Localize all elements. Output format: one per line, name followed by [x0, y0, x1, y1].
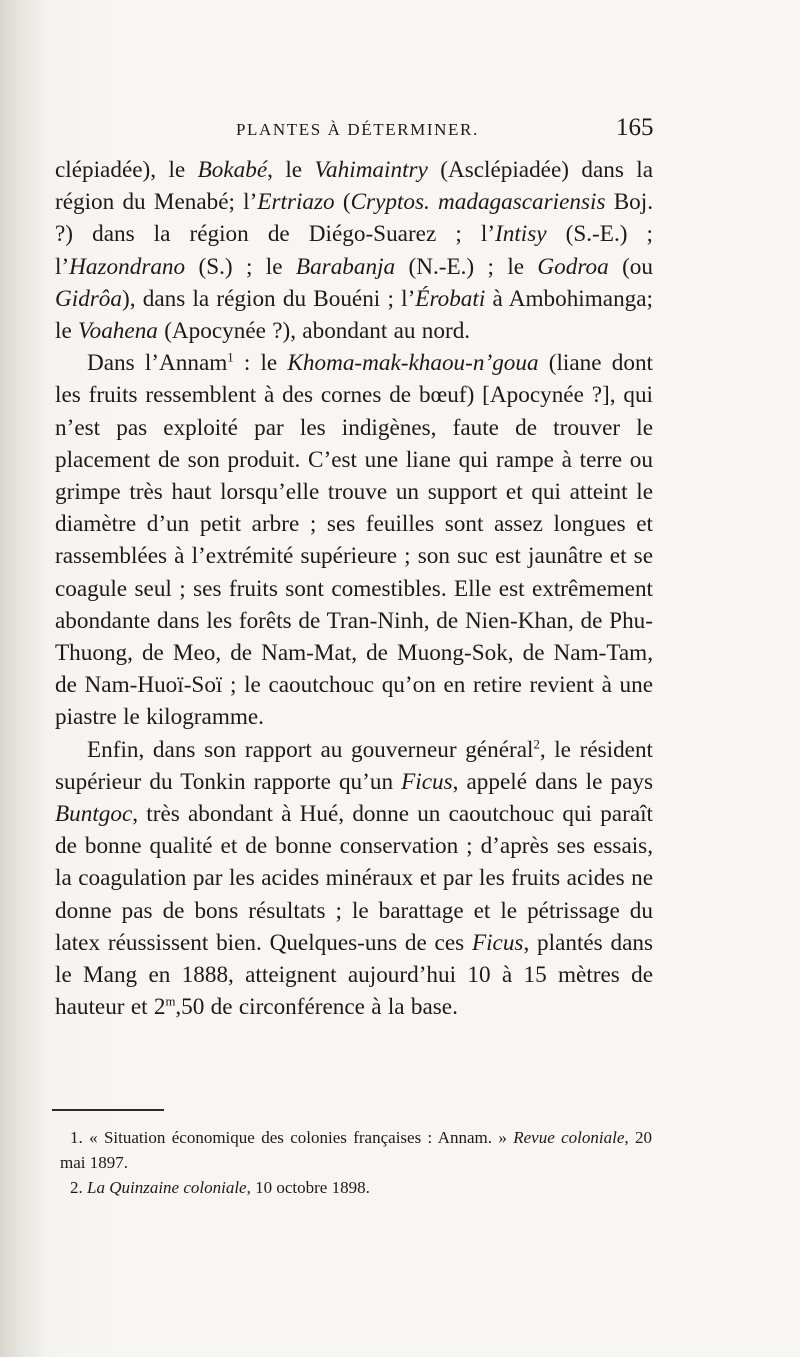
text-run: (liane dont les fruits ressemblent à des cornes de bœuf) [Apocynée ?], qui n’est pas exploité par les indigènes, faute de trouver le placement de son produit. C’est une liane qui rampe à terre ou grimpe très haut lorsqu’elle trouve un support et qui atteint le diamètre d’un petit arbre ; ses feuilles sont assez longues et rassemblées à l’extrémité supérieure ; son suc est jaunâtre et se coagule seul ; ses fruits sont comestibles. Elle est extrêmement abondante dans les forêts de Tran-Ninh, de Nien-Khan, de Phu-Thuong, de Meo, de Nam-Mat, de Muong-Sok, de Nam-Tam, de Nam-Huoï-Soï ; le caoutchouc qu’on en retire revient à une piastre le kilogramme. [55, 350, 653, 731]
text-run: (Apocynée ?), abondant au nord. [157, 318, 471, 345]
italic-text: Ertriazo [257, 189, 335, 216]
text-run: à Ambohimanga; le [55, 285, 653, 345]
italic-text: Buntgoc [55, 801, 133, 828]
text-run: , le résident supérieur du Tonkin rapporte qu’un [55, 736, 653, 795]
text-run: , plantés dans le Mang en 1888, atteignent aujourd’hui 10 à 15 mètres de hauteur et 2 [55, 929, 653, 1021]
italic-text: Khoma-mak-khaou-n’goua [287, 350, 539, 377]
italic-text: Godroa [537, 253, 609, 280]
page-header [0, 114, 800, 148]
paragraph-1 [55, 154, 653, 347]
text-run: , le [267, 157, 315, 183]
text-run: 1. « Situation économique des colonies françaises : Annam. » [70, 1128, 514, 1147]
paragraph-2 [55, 347, 653, 733]
footnote-rule [52, 1109, 164, 1111]
text-run: (Asclépiadée) dans la région du Menabé; l’ [55, 157, 654, 216]
footnotes [60, 1125, 652, 1200]
italic-text: Bokabé [197, 157, 268, 183]
footnote-2 [60, 1175, 652, 1200]
text-run: ,50 de circonférence à la base. [175, 994, 458, 1021]
text-run: Enfin, dans son rapport au gouverneur général [87, 736, 534, 763]
text-run: , très abondant à Hué, donne un caoutchouc qui paraît de bonne qualité et de bonne conservation ; d’après ses essais, la coagulation par les acides minéraux et par les fruits acides ne donne pas de bons résultats ; le barattage et le pétrissage du latex réussissent bien. Quelques-uns de ces [55, 801, 653, 956]
page-number: 165 [616, 114, 654, 141]
paragraph-3 [55, 734, 653, 1024]
italic-text: Vahimaintry [314, 157, 428, 183]
footnote-1 [60, 1125, 652, 1175]
text-run: (S.-E.) ; l’ [55, 221, 653, 280]
text-run: : le [233, 350, 288, 377]
text-run: Dans l’Annam [87, 350, 228, 377]
italic-text: Hazondrano [69, 253, 186, 280]
italic-text: Intisy [495, 221, 547, 248]
italic-text: Ficus [471, 929, 524, 956]
text-run: Boj. ?) dans la région de Diégo-Suarez ; l’ [55, 189, 653, 248]
text-run: clépiadée), le [55, 157, 198, 183]
body-text [55, 154, 653, 1023]
text-run: ), dans la région du Bouéni ; l’ [122, 285, 416, 312]
text-run: ( [334, 189, 351, 216]
text-run: (N.-E.) ; le [395, 253, 538, 280]
running-head: PLANTES À DÉTERMINER. [236, 120, 479, 139]
superscript: 1 [227, 350, 234, 365]
text-run: , 20 mai 1897. [60, 1128, 653, 1172]
superscript: m [165, 994, 176, 1009]
superscript: 2 [533, 736, 540, 751]
text-run: (ou [608, 253, 653, 280]
italic-text: Voahena [78, 318, 158, 345]
text-run: 2. [70, 1178, 87, 1197]
italic-text: Érobati [415, 285, 486, 312]
italic-text: Ficus [401, 768, 453, 795]
text-run: , appelé dans le pays [452, 768, 653, 795]
text-run: (S.) ; le [185, 253, 296, 280]
italic-text: Revue coloniale [513, 1128, 625, 1147]
italic-text: Barabanja [295, 253, 396, 280]
italic-text: La Quinzaine coloniale [87, 1178, 247, 1197]
italic-text: Gidrôa [55, 285, 122, 312]
italic-text: Cryptos. madagascariensis [350, 189, 606, 216]
text-run: , 10 octobre 1898. [246, 1178, 370, 1197]
